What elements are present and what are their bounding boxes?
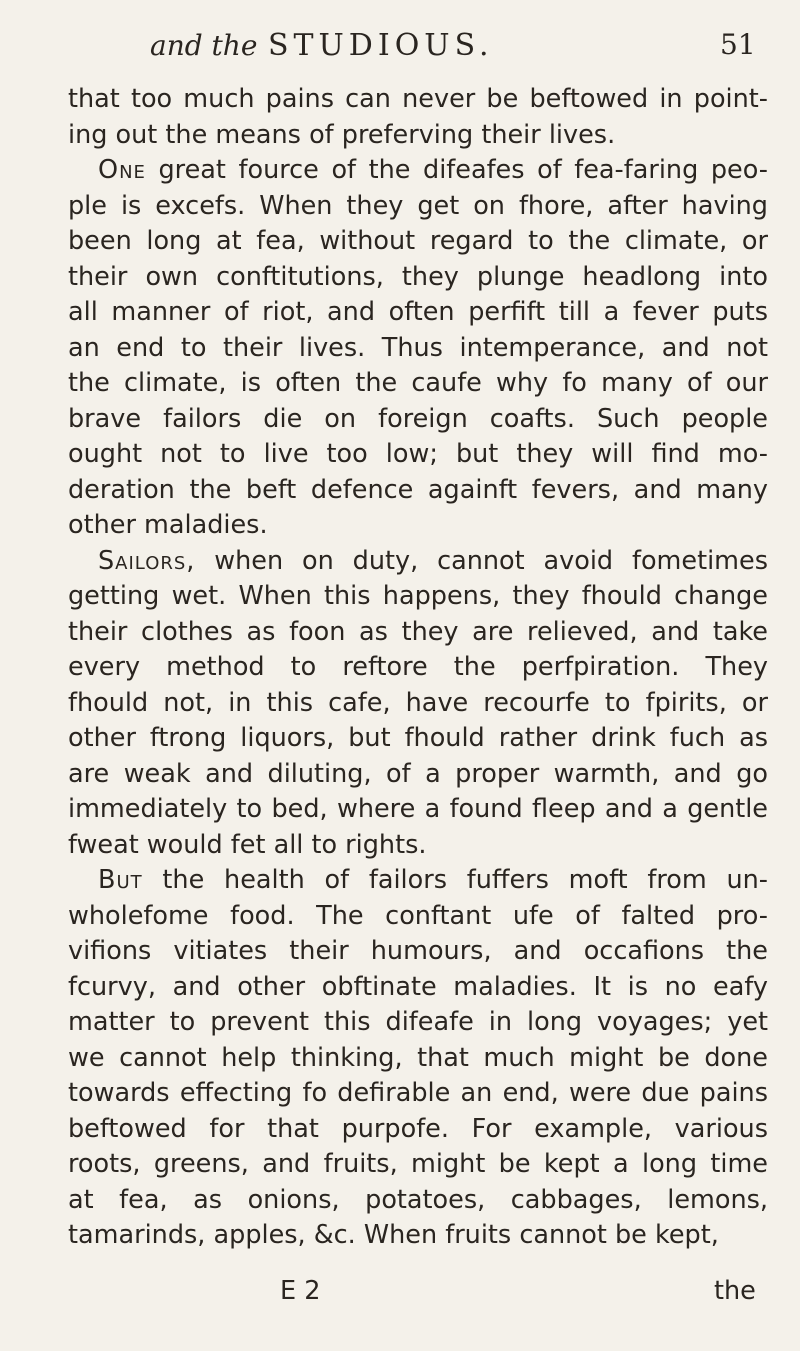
text-line [68,331,768,367]
running-head [0,20,800,70]
line-text: towards effecting fo defirable an end, were due pains [68,1078,768,1108]
page-number: 51 [720,28,756,61]
paragraph [68,153,768,544]
text-line [68,721,768,757]
text-line [68,579,768,615]
text-line [68,1076,768,1112]
line-text: other maladies. [68,510,268,540]
text-line [68,650,768,686]
text-line [68,757,768,793]
text-line [68,473,768,509]
text-line [68,295,768,331]
text-line [68,1183,768,1219]
paragraph-lead-word: Sailors, [98,545,196,576]
line-text: wholefome food. The conftant ufe of falted pro- [68,900,768,931]
text-line [68,686,768,722]
line-text: when on duty, cannot avoid fometimes [195,545,768,576]
line-text: every method to reftore the perfpiration. They [68,652,768,682]
line-text: we cannot help thinking, that much might be done [68,1042,768,1073]
line-text: immediately to bed, where a found fleep and a gentle [68,794,768,824]
body-text [68,82,768,1254]
line-text: at fea, as onions, potatoes, cabbages, lemons, [68,1184,768,1215]
line-text: deration the beft defence againft fevers, and many [68,474,768,505]
paragraph [68,82,768,153]
text-line [68,189,768,225]
line-text: fweat would fet all to rights. [68,829,427,860]
text-line [68,970,768,1006]
catchword: the [714,1276,756,1306]
line-text: their own conftitutions, they plunge headlong into [68,261,768,292]
line-text: that too much pains can never be beftowed in point- [68,84,768,114]
line-text: ing out the means of preferving their lives. [68,119,616,150]
line-text: fcurvy, and other obftinate maladies. It is no eafy [68,971,768,1002]
line-text: ought not to live too low; but they will find mo- [68,439,768,469]
text-line [68,1112,768,1148]
running-title-italic: and the [150,29,258,62]
text-line [68,366,768,402]
text-line [68,615,768,651]
text-line [68,508,768,544]
text-line [68,153,768,189]
line-text: brave failors die on foreign coafts. Such people [68,403,768,434]
line-text: their clothes as foon as they are relieved, and take [68,616,768,647]
running-title-caps: STUDIOUS. [267,28,494,63]
text-line [68,899,768,935]
running-title [150,28,494,63]
paragraph-lead-word: One [98,155,146,185]
line-text: matter to prevent this difeafe in long voyages; yet [68,1007,768,1037]
line-text: vifions vitiates their humours, and occafions the [68,936,768,966]
text-line [68,118,768,154]
text-line [68,437,768,473]
text-line [68,1041,768,1077]
text-line [68,544,768,580]
text-line [68,863,768,899]
text-line [68,260,768,296]
text-line [68,1005,768,1041]
line-text: ple is excefs. When they get on fhore, after having [68,190,768,221]
text-line [68,402,768,438]
text-line [68,792,768,828]
line-text: are weak and diluting, of a proper warmth, and go [68,758,768,789]
line-text: other ftrong liquors, but fhould rather drink fuch as [68,723,768,753]
line-text: beftowed for that purpofe. For example, various [68,1113,768,1144]
text-line [68,82,768,118]
line-text: an end to their lives. Thus intemperance, and not [68,332,768,363]
text-line [68,934,768,970]
line-text: fhould not, in this cafe, have recourfe to fpirits, or [68,687,768,718]
text-line [68,1147,768,1183]
paragraph [68,863,768,1254]
text-line [68,828,768,864]
paragraph-lead-word: But [98,865,143,895]
line-text: the climate, is often the caufe why fo many of our [68,368,768,398]
signature-mark: E 2 [280,1276,321,1306]
line-text: great fource of the difeafes of fea-faring peo- [145,155,768,185]
line-text: all manner of riot, and often perfift till a fever puts [68,297,768,327]
line-text: getting wet. When this happens, they fhould change [68,581,768,611]
line-text: tamarinds, apples, &c. When fruits cannot be kept, [68,1220,719,1250]
page-footer [0,1276,800,1316]
line-text: been long at fea, without regard to the climate, or [68,226,768,256]
line-text: the health of failors fuffers moft from un- [142,865,768,895]
line-text: roots, greens, and fruits, might be kept a long time [68,1149,768,1179]
paragraph [68,544,768,864]
text-line [68,1218,768,1254]
text-line [68,224,768,260]
